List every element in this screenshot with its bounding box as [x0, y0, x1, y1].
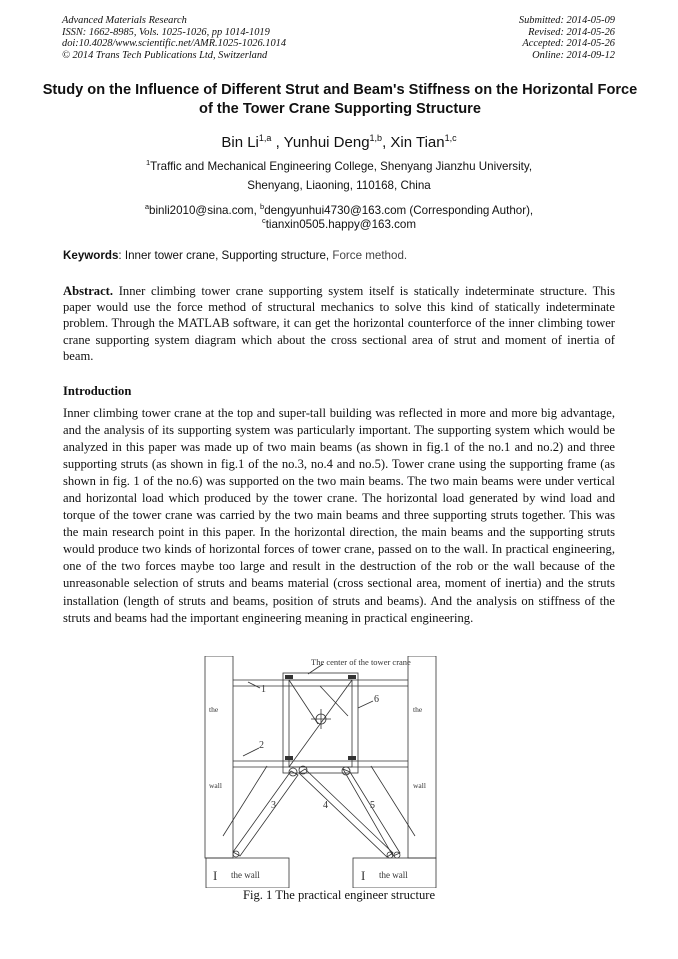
left-base-label: the wall — [231, 870, 260, 880]
email-c[interactable]: tianxin0505.happy@163.com — [265, 217, 417, 231]
abstract — [63, 283, 615, 364]
author-name: Bin Li — [221, 134, 259, 151]
author-sup: 1,b — [369, 133, 383, 143]
right-wall-label: wall — [413, 781, 426, 790]
figure-label-5: 5 — [370, 800, 375, 811]
email-line-2: $^c$tianxin0505.happy@163.com — [261, 216, 417, 231]
paper-title: Study on the Influence of Different Strut and Beam's Stiffness on the Horizontal Force of the Tower Crane Supporting Structure — [42, 82, 638, 117]
right-the-label: the — [413, 705, 423, 714]
journal-name: Advanced Materials Research — [62, 15, 187, 26]
figure-caption: Fig. 1 The practical engineer structure — [242, 888, 436, 902]
date-accepted: Accepted: 2014-05-26 — [522, 38, 615, 49]
affiliation-line-2: Shenyang, Liaoning, 110168, China — [247, 179, 431, 192]
left-i-symbol: I — [213, 868, 218, 883]
author-name: Xin Tian — [390, 134, 445, 151]
left-the-label: the — [209, 705, 219, 714]
figure-1 — [203, 656, 437, 888]
author-sup: 1,c — [444, 133, 457, 143]
figure-label-2: 2 — [259, 740, 264, 751]
journal-doi[interactable]: doi:10.4028/www.scientific.net/AMR.1025-1026.1014 — [62, 38, 287, 49]
structure-diagram — [203, 656, 437, 888]
strut-5 — [343, 769, 400, 856]
figure-center-label: The center of the tower crane — [311, 657, 411, 667]
author-sup: 1,a — [258, 133, 272, 143]
author-list: Bin Li$^{1,a}$ , Yunhui Deng$^{1,b}$, Xin Tian$^{1,c}$ — [221, 133, 457, 151]
abstract-label: Abstract. — [63, 284, 114, 298]
left-wall — [205, 656, 233, 858]
figure-label-3: 3 — [271, 800, 276, 811]
keywords-label: Keywords — [63, 249, 119, 262]
email-line-1: $^a$binli2010@sina.com, $^b$dengyunhui4730@163.com (Corresponding Author), — [144, 202, 534, 217]
right-base-label: the wall — [379, 870, 408, 880]
strut-4 — [299, 769, 393, 857]
date-revised: Revised: 2014-05-26 — [528, 26, 615, 38]
journal-issn: ISSN: 1662-8985, Vols. 1025-1026, pp 1014-1019 — [62, 26, 270, 38]
email-b[interactable]: dengyunhui4730@163.com (Corresponding Author), — [264, 203, 534, 217]
figure-label-1: 1 — [261, 684, 266, 695]
date-header — [519, 15, 615, 61]
date-submitted: Submitted: 2014-05-09 — [518, 15, 615, 26]
right-i-symbol: I — [361, 868, 366, 883]
affiliation-sup: 1 — [145, 158, 151, 167]
right-wall — [408, 656, 436, 858]
strut-3 — [233, 771, 298, 856]
author-name: Yunhui Deng — [283, 134, 370, 151]
section-heading-introduction: Introduction — [63, 384, 132, 398]
left-wall-label: wall — [209, 781, 222, 790]
date-online: Online: 2014-09-12 — [532, 49, 615, 61]
journal-header — [62, 15, 286, 61]
figure-label-4: 4 — [323, 800, 328, 811]
journal-copyright: © 2014 Trans Tech Publications Ltd, Switzerland — [62, 49, 268, 61]
figure-label-6: 6 — [374, 694, 379, 705]
email-a[interactable]: binli2010@sina.com, — [149, 203, 261, 217]
keywords: Keywords: Inner tower crane, Supporting structure, Force method. — [63, 249, 408, 262]
affiliation-line-1: $^1$Traffic and Mechanical Engineering College, Shenyang Jianzhu University, — [145, 158, 533, 173]
introduction-text: Inner climbing tower crane at the top and super-tall building was reflected in more and more big advantage, and the analysis of its supporting system was particularly important. The supporting system which would be analyzed in this paper was made up of two main beams (as shown in fig.1 of the no.1 and no.2) and three supporting struts (as shown in fig.1 of the no.3, no.4 and no.5). Tower crane using the supporting frame (as shown in fig. 1 of the no.6) was supported on the two main beams. The two main beams were under vertical and horizontal load which produced by the tower crane. The horizontal load generated by wind load and torque of the tower crane was carried by the two main beams and three supporting struts together. This was the main research point in this paper. In the horizontal direction, the main beams and the supporting struts would produce two kinds of horizontal forces of tower crane, passed on to the wall. In practical engineering, one of the two forces maybe too large and result in the destruction of the rob or the wall because of the unreasonable selection of struts and beams material (cross sectional area, moment of inertia) and the struts installation (length of struts and beams, position of struts and beams). And the analysis on stiffness of the struts and beams had the important engineering meaning in practical engineering. — [63, 406, 615, 625]
abstract-text: Inner climbing tower crane supporting system itself is statically indeterminate structure. This paper would use the force method of structural mechanics to solve this kind of statically indeterminate problem. Through the MATLAB software, it can get the horizontal counterforce of the inner climbing tower crane supporting system diagram which about the cross sectional area of strut and moment of inertia of beam. — [63, 284, 615, 363]
